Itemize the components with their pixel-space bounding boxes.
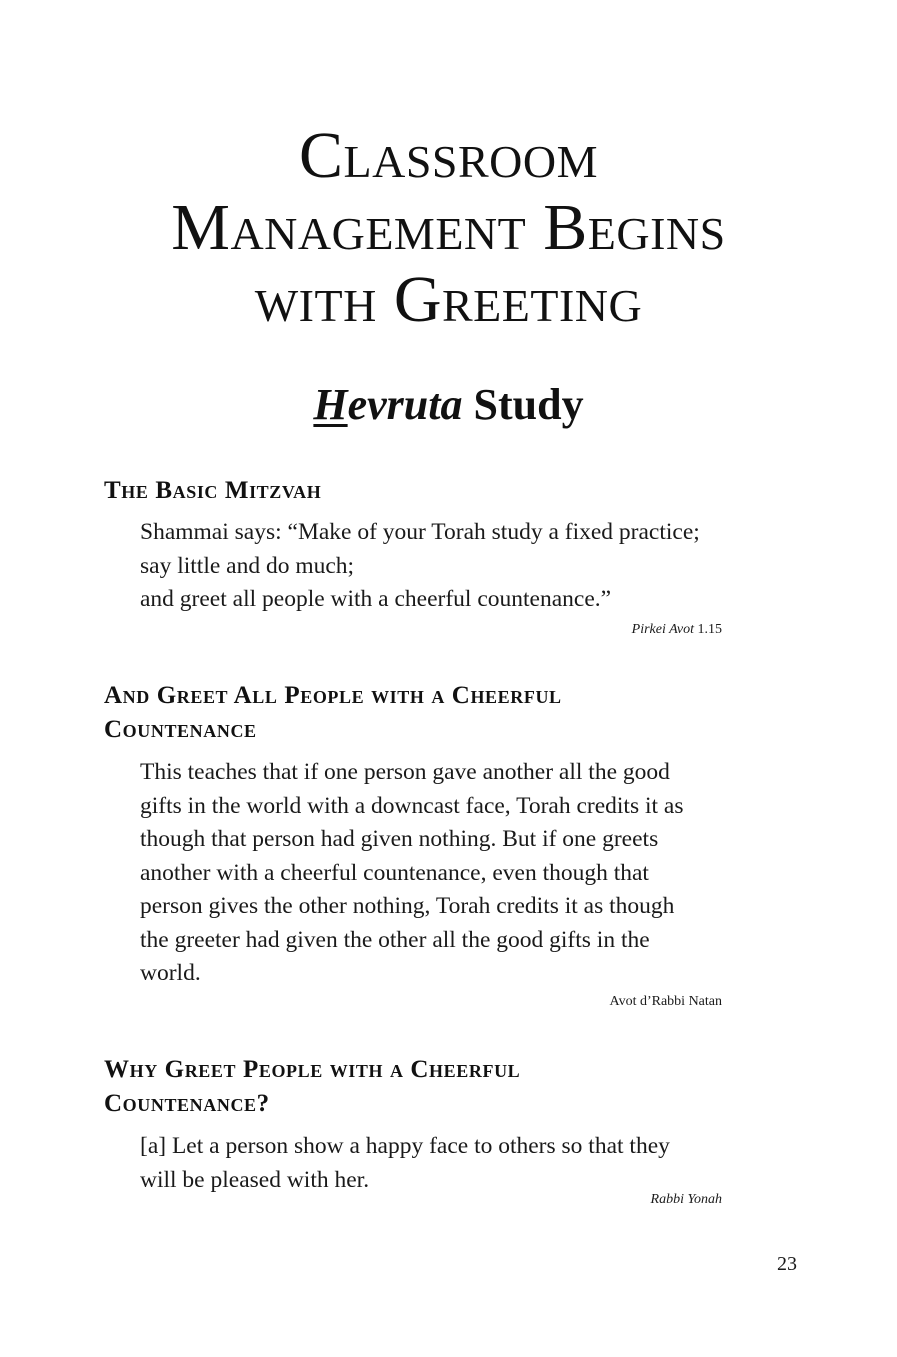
body-line: another with a cheerful countenance, even though that xyxy=(140,859,649,886)
section-subtitle xyxy=(60,378,837,432)
chapter-title-line: Management Begins xyxy=(171,191,726,264)
chapter-title xyxy=(60,120,837,336)
section-heading-line: The Basic Mitzvah xyxy=(104,477,322,504)
quote-rabbi-yonah xyxy=(140,1130,750,1197)
body-line: [a] Let a person show a happy face to others so that they xyxy=(140,1133,670,1159)
body-line: This teaches that if one person gave another all the good xyxy=(140,759,670,785)
section-heading-line: And Greet All People with a Cheerful xyxy=(104,682,562,709)
source-citation xyxy=(632,621,722,639)
section-heading-cheerful-countenance xyxy=(104,679,744,747)
source-citation xyxy=(651,1191,722,1209)
body-line: and greet all people with a cheerful countenance.” xyxy=(140,586,612,612)
source-plain: Avot d’Rabbi Natan xyxy=(609,994,722,1009)
section-heading-line: Why Greet People with a Cheerful xyxy=(104,1056,521,1083)
section-heading-basic-mitzvah xyxy=(104,474,744,508)
chapter-title-line: Classroom xyxy=(298,119,599,192)
chapter-title-line: with Greeting xyxy=(254,263,643,336)
section-heading-line: Countenance? xyxy=(104,1090,270,1117)
body-line: though that person had given nothing. But if one greets xyxy=(140,826,659,852)
body-line: say little and do much; xyxy=(140,552,355,579)
body-line: will be pleased with her. xyxy=(140,1166,370,1193)
source-italic: Rabbi Yonah xyxy=(650,1192,722,1207)
subtitle-plain: Study xyxy=(473,380,584,429)
body-line: gifts in the world with a downcast face, Torah credits it as xyxy=(140,792,684,819)
subtitle-hevruta xyxy=(313,380,462,429)
quote-avot-drabbi-natan xyxy=(140,756,750,991)
section-heading-why-greet xyxy=(104,1053,744,1121)
subtitle-first-letter: H xyxy=(313,380,348,429)
body-line: person gives the other nothing, Torah credits it as though xyxy=(140,893,675,919)
page-number: 23 xyxy=(777,1253,797,1275)
section-heading-line: Countenance xyxy=(104,716,257,743)
body-line: world. xyxy=(140,960,201,986)
body-line: the greeter had given the other all the good gifts in the xyxy=(140,926,650,953)
source-italic: Pirkei Avot xyxy=(631,622,694,637)
subtitle-italic-rest: evruta xyxy=(347,380,463,429)
source-citation xyxy=(610,993,723,1011)
body-line: Shammai says: “Make of your Torah study a fixed practice; xyxy=(140,519,700,545)
quote-shammai xyxy=(140,516,750,617)
source-plain: 1.15 xyxy=(694,622,722,637)
